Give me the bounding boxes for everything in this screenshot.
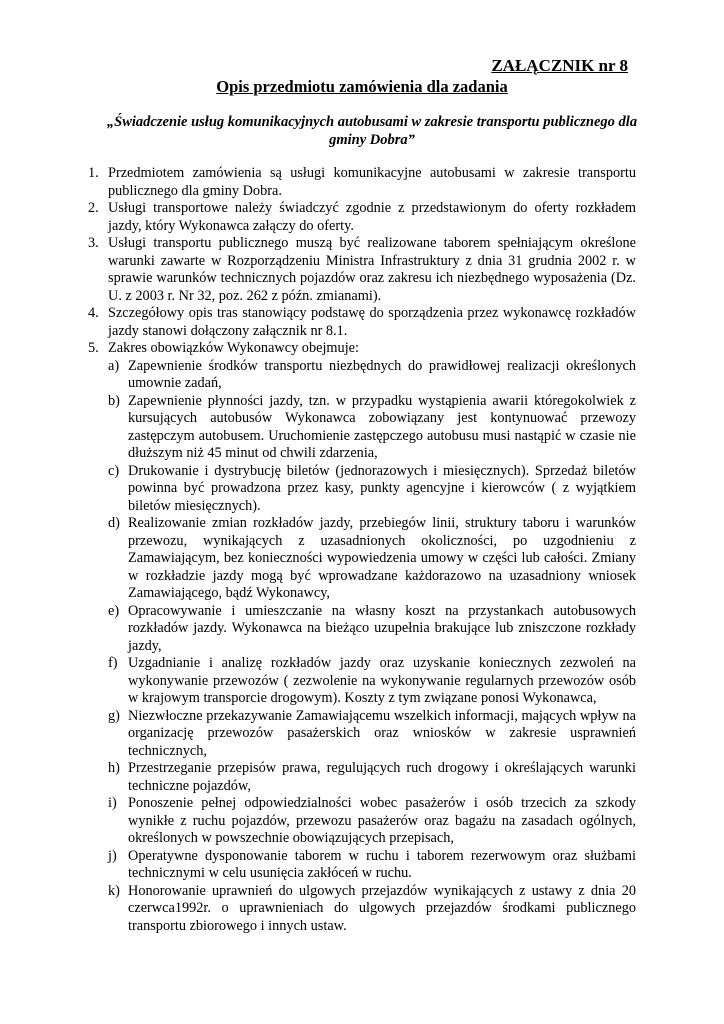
sublist-item-k [108, 883, 636, 936]
list-item-3 [88, 235, 636, 305]
sublist-item-i [108, 795, 636, 848]
sublist-text: Operatywne dysponowanie taborem w ruchu i taborem rezerwowym oraz służbami technicznymi w celu usunięcia zakłóceń w ruchu. [128, 847, 636, 881]
list-text: Usługi transportowe należy świadczyć zgodnie z przedstawionym do oferty rozkładem jazdy, który Wykonawca załączy do oferty. [108, 200, 636, 234]
sublist-item-b [108, 393, 636, 463]
sublist-item-c [108, 463, 636, 516]
sublist-item-e [108, 603, 636, 656]
list-number: 3. [88, 235, 99, 251]
numbered-list [88, 165, 636, 935]
sublist-text: Przestrzeganie przepisów prawa, regulujących ruch drogowy i określających warunki techniczne pojazdów, [128, 760, 636, 794]
document-title: Opis przedmiotu zamówienia dla zadania [216, 77, 508, 96]
sublist-item-j [108, 848, 636, 883]
sublist-letter: h) [108, 760, 120, 776]
sublist-text: Drukowanie i dystrybucję biletów (jednorazowych i miesięcznych). Sprzedaż biletów powinna być prowadzona przez kasy, punkty agencyjne i kierowców ( z wyjątkiem biletów miesięcznych). [128, 462, 636, 514]
sublist-letter: i) [108, 795, 117, 811]
sublist-letter: b) [108, 392, 120, 409]
list-item-5 [88, 340, 636, 935]
duties-sublist [108, 358, 636, 936]
list-number: 1. [88, 165, 99, 181]
list-item-4 [88, 305, 636, 340]
sublist-letter: f) [108, 655, 118, 671]
sublist-text: Opracowywanie i umieszczanie na własny koszt na przystankach autobusowych rozkładów jazdy. Wykonawca na bieżąco uzupełnia brakujące lub zniszczone rozkłady jazdy, [128, 602, 636, 654]
list-number: 5. [88, 340, 99, 356]
sublist-letter: k) [108, 882, 120, 899]
document-subtitle: „Świadczenie usług komunikacyjnych autobusami w zakresie transportu publicznego dla gminy Dobra” [106, 114, 638, 148]
sublist-text: Ponoszenie pełnej odpowiedzialności wobec pasażerów i osób trzecich za szkody wynikłe z ruchu pojazdów, przewozu pasażerów oraz bagażu na zasadach ogólnych, określonych w powszechnie obowiązujących przepisach, [128, 795, 636, 846]
sublist-letter: e) [108, 602, 120, 619]
sublist-letter: a) [108, 357, 120, 374]
list-text: Usługi transportu publicznego muszą być realizowane taborem spełniającym określone warunki zawarte w Rozporządzeniu Ministra Infrastruktury z dnia 31 grudnia 2002 r. w sprawie warunków technicznych pojazdów oraz zakresu ich niezbędnego wyposażenia (Dz. U. z 2003 r. Nr 32, poz. 262 z późn. zmianami). [108, 235, 636, 304]
sublist-item-h [108, 760, 636, 795]
list-item-2 [88, 200, 636, 235]
sublist-item-g [108, 708, 636, 761]
list-text: Szczegółowy opis tras stanowiący podstawę do sporządzenia przez wykonawcę rozkładów jazdy stanowi dołączony załącznik nr 8.1. [108, 305, 636, 339]
sublist-text: Realizowanie zmian rozkładów jazdy, przebiegów linii, struktury taboru i warunków przewozu, wynikających z uzasadnionych okoliczności, po uzgodnieniu z Zamawiającym, bez konieczności wypowiedzenia umowy w części lub całości. Zmiany w rozkładzie jazdy mogą być wprowadzane każdorazowo na uzasadniony wniosek Zamawiającego, bądź Wykonawcy, [128, 515, 636, 601]
sublist-letter: j) [108, 847, 117, 864]
list-number: 4. [88, 305, 99, 321]
list-number: 2. [88, 200, 99, 216]
sublist-letter: c) [108, 462, 120, 479]
annex-label: ZAŁĄCZNIK nr 8 [491, 56, 628, 75]
sublist-text: Zapewnienie płynności jazdy, tzn. w przypadku wystąpienia awarii któregokolwiek z kursujących autobusów Wykonawca zobowiązany jest kontynuować przewozy zastępczym autobusem. Uruchomienie zastępczego autobusu musi nastąpić w czasie nie dłuższym niż 45 minut od chwili zdarzenia, [128, 392, 636, 461]
sublist-text: Zapewnienie środków transportu niezbędnych do prawidłowej realizacji określonych umownie zadań, [128, 357, 636, 391]
sublist-text: Niezwłoczne przekazywanie Zamawiającemu wszelkich informacji, mających wpływ na organizację przewozów pasażerskich oraz wniosków w zakresie usprawnień technicznych, [128, 707, 636, 759]
sublist-text: Honorowanie uprawnień do ulgowych przejazdów wynikających z ustawy z dnia 20 czerwca1992r. o uprawnieniach do ulgowych przejazdów środkami publicznego transportu zbiorowego i innych ustaw. [128, 882, 636, 934]
sublist-text: Uzgadnianie i analizę rozkładów jazdy oraz uzyskanie koniecznych zezwoleń na wykonywanie przewozów ( zezwolenie na wykonywanie regularnych przewozów osób w krajowym transporcie drogowym). Koszty z tym związane ponosi Wykonawca, [128, 655, 636, 706]
sublist-item-f [108, 655, 636, 708]
list-item-1 [88, 165, 636, 200]
sublist-item-d [108, 515, 636, 603]
list-text: Przedmiotem zamówienia są usługi komunikacyjne autobusami w zakresie transportu publicznego dla gminy Dobra. [108, 165, 636, 199]
sublist-letter: g) [108, 707, 120, 724]
sublist-item-a [108, 358, 636, 393]
list-text: Zakres obowiązków Wykonawcy obejmuje: [108, 340, 359, 356]
sublist-letter: d) [108, 515, 120, 531]
